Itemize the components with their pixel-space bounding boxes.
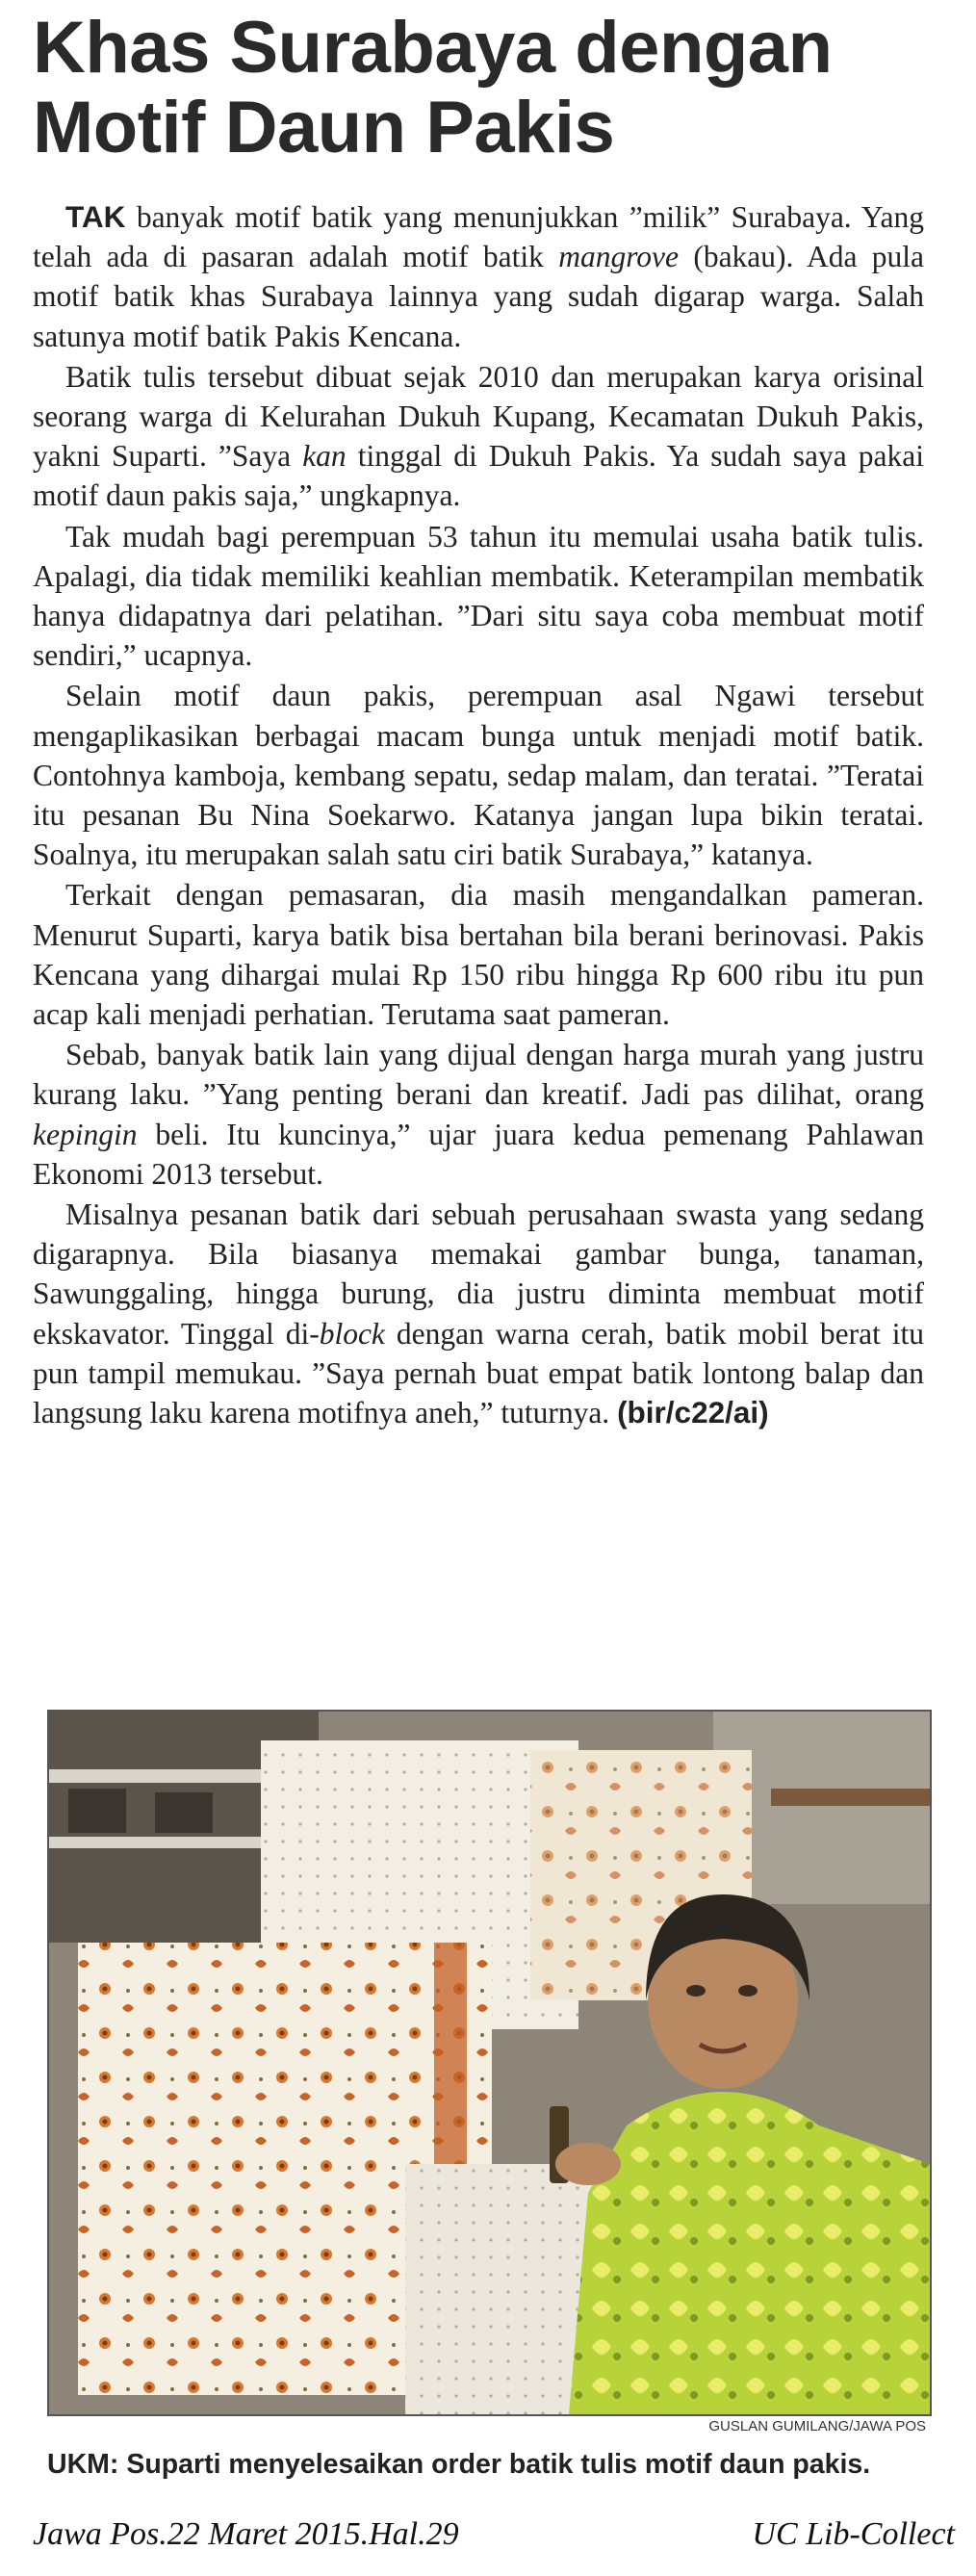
paragraph-text: tinggal di Dukuh Pakis. Ya sudah saya pakai motif daun pakis saja,” ungkapnya. <box>33 439 924 513</box>
article-paragraph <box>33 1035 924 1194</box>
lead-word: TAK <box>65 199 126 234</box>
article-paragraph <box>33 357 924 516</box>
paragraph-text: Selain motif daun pakis, perempuan asal Ngawi tersebut mengaplikasikan berbagai macam bunga untuk menjadi motif batik. Contohnya kamboja, kembang sepatu, sedap malam, dan teratai. ”Teratai itu pesanan Bu Nina Soekarwo. Katanya jangan lupa bikin teratai. Soalnya, itu merupakan salah satu ciri batik Surabaya,” katanya. <box>33 679 924 872</box>
paragraph-text: banyak motif batik yang menunjukkan ”milik” Surabaya. Yang telah ada di pasaran adalah motif batik <box>33 200 924 274</box>
article-paragraph <box>33 1195 924 1432</box>
italic-term: kan <box>302 439 347 474</box>
photo-credit: GUSLAN GUMILANG/JAWA POS <box>708 2418 926 2434</box>
batik-photo-illustration <box>49 1712 930 2414</box>
photo-caption: UKM: Suparti menyelesaikan order batik tulis motif daun pakis. <box>47 2449 871 2480</box>
italic-term: kepingin <box>33 1117 138 1151</box>
paragraph-text: dengan warna cerah, batik mobil berat itu pun tampil memukau. ”Saya pernah buat empat batik lontong balap dan langsung laku karena motifnya aneh,” tuturnya. <box>33 1316 924 1430</box>
article-headline: Khas Surabaya dengan Motif Daun Pakis <box>33 7 833 168</box>
italic-term: mangrove <box>558 240 680 274</box>
paragraph-text: Terkait dengan pemasaran, dia masih mengandalkan pameran. Menurut Suparti, karya batik bisa bertahan bila berani berinovasi. Pakis Kencana yang dihargai mulai Rp 150 ribu hingga Rp 600 ribu itu pun acap kali menjadi perhatian. Terutama saat pameran. <box>33 878 924 1032</box>
article-paragraph <box>33 197 924 356</box>
source-citation: Jawa Pos.22 Maret 2015.Hal.29 <box>33 2516 459 2552</box>
article-paragraph <box>33 875 924 1034</box>
paragraph-text: Sebab, banyak batik lain yang dijual dengan harga murah yang justru kurang laku. ”Yang penting berani dan kreatif. Jadi pas dilihat, orang <box>33 1038 924 1112</box>
paragraph-text: Misalnya pesanan batik dari sebuah perusahaan swasta yang sedang digarapnya. Bila biasanya memakai gambar bunga, tanaman, Sawunggaling, hingga burung, dia justru diminta membuat motif ekskavator. Tinggal di- <box>33 1198 924 1351</box>
article-paragraph <box>33 517 924 676</box>
article-paragraph <box>33 676 924 874</box>
paragraph-text: beli. Itu kuncinya,” ujar juara kedua pemenang Pahlawan Ekonomi 2013 tersebut. <box>33 1117 924 1191</box>
paragraph-text: Batik tulis tersebut dibuat sejak 2010 dan merupakan karya orisinal seorang warga di Kelurahan Dukuh Kupang, Kecamatan Dukuh Pakis, yakni Suparti. ”Saya <box>33 359 924 474</box>
collection-label: UC Lib-Collect <box>752 2516 955 2552</box>
article-photo <box>47 1710 932 2416</box>
paragraph-text: (bakau). Ada pula motif batik khas Surabaya lainnya yang sudah digarap warga. Salah satunya motif batik Pakis Kencana. <box>33 240 925 353</box>
paragraph-text: Tak mudah bagi perempuan 53 tahun itu memulai usaha batik tulis. Apalagi, dia tidak memiliki keahlian membatik. Keterampilan membatik hanya didapatnya dari pelatihan. ”Dari situ saya coba membuat motif sendiri,” ucapnya. <box>33 519 924 673</box>
article-body <box>33 197 924 1433</box>
italic-term: block <box>319 1316 385 1351</box>
author-credit: (bir/c22/ai) <box>617 1395 769 1430</box>
